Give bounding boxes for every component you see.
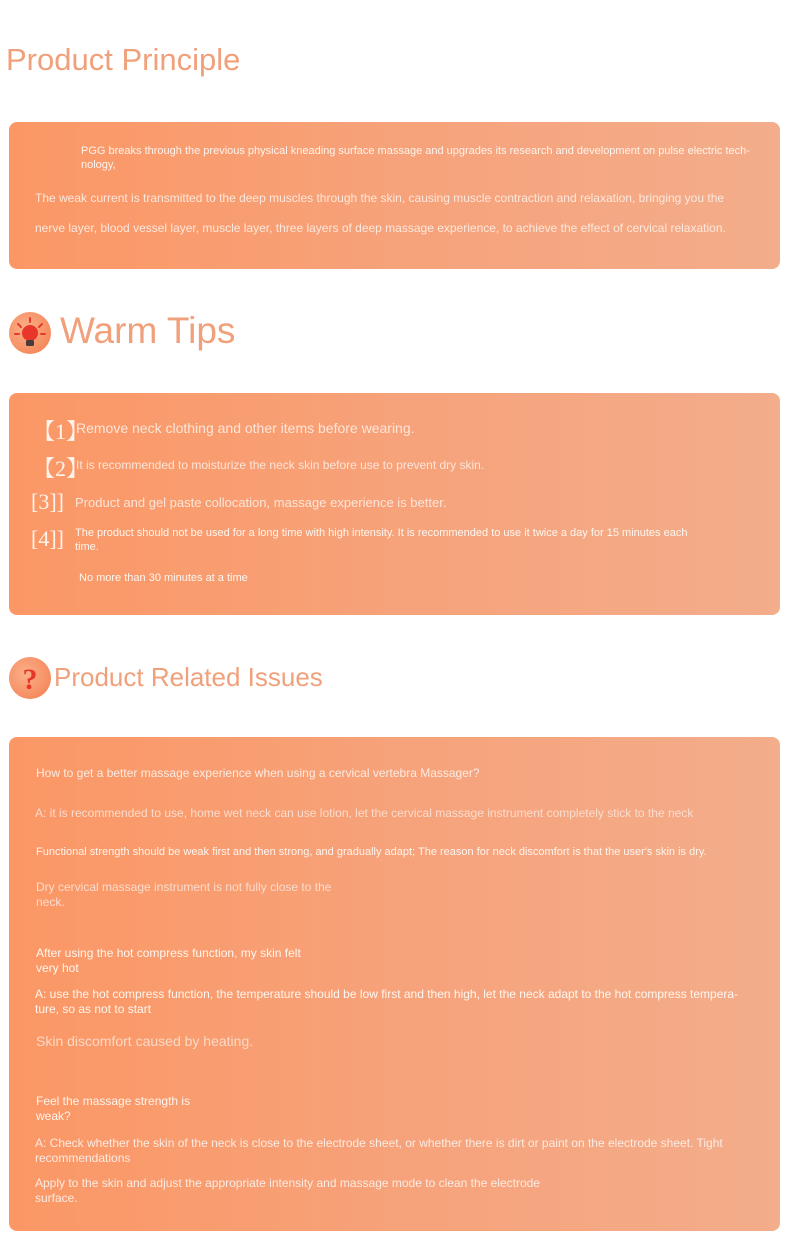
principle-line-3: nerve layer, blood vessel layer, muscle layer, three layers of deep massage experience, to achieve the effect of cervical relaxation. xyxy=(35,221,726,235)
issue-1-answer-b: Functional strength should be weak first and then strong, and gradually adapt; The reason for neck discomfort is that the user's skin is dry. xyxy=(36,846,707,858)
principle-card xyxy=(9,122,780,269)
principle-title: Product Principle xyxy=(6,42,241,77)
lightbulb-icon xyxy=(9,312,51,354)
issue-2-answer: A: use the hot compress function, the temperature should be low first and then high, let the neck adapt to the hot compress tempera-ture, so as not to start xyxy=(35,987,739,1016)
issue-1-question: How to get a better massage experience when using a cervical vertebra Massager? xyxy=(36,766,480,780)
issue-3-answer: A: Check whether the skin of the neck is close to the electrode sheet, or whether there is dirt or paint on the electrode sheet. Tight recommendations xyxy=(35,1136,723,1165)
issue-2-answer-b: Skin discomfort caused by heating. xyxy=(36,1033,254,1049)
tip-4-number: [4]] xyxy=(31,526,64,551)
tip-3-number: [3]] xyxy=(31,489,64,514)
principle-line-2: The weak current is transmitted to the deep muscles through the skin, causing muscle contraction and relaxation, bringing you the xyxy=(35,191,725,205)
tip-4-text: The product should not be used for a long time with high intensity. It is recommended to use it twice a day for 15 minutes each time. xyxy=(75,527,688,553)
principle-line-1: PGG breaks through the previous physical kneading surface massage and upgrades its research and development on pulse electric tech-nology, xyxy=(81,145,750,171)
tip-2-text: It is recommended to moisturize the neck skin before use to prevent dry skin. xyxy=(76,458,485,472)
tip-3-text: Product and gel paste collocation, massage experience is better. xyxy=(75,495,447,510)
issue-1-answer-c: Dry cervical massage instrument is not fully close to the neck. xyxy=(36,880,332,909)
svg-text:?: ? xyxy=(22,663,38,696)
tips-title: Warm Tips xyxy=(60,310,236,351)
tip-1-number: 【1】 xyxy=(33,419,89,444)
tip-1-text: Remove neck clothing and other items before wearing. xyxy=(76,420,415,436)
tips-card xyxy=(9,393,780,615)
issue-3-question: Feel the massage strength is weak? xyxy=(36,1094,191,1123)
issue-1-answer: A: it is recommended to use, home wet neck can use lotion, let the cervical massage instrument completely stick to the neck xyxy=(35,806,694,820)
issues-card xyxy=(9,737,780,1231)
issue-2-question: After using the hot compress function, my skin felt very hot xyxy=(36,946,301,975)
question-mark-icon xyxy=(9,657,51,699)
issues-title: Product Related Issues xyxy=(54,662,323,692)
tips-note: No more than 30 minutes at a time xyxy=(79,572,248,584)
issue-3-answer-b: Apply to the skin and adjust the appropriate intensity and massage mode to clean the electrode surface. xyxy=(35,1176,540,1205)
tip-2-number: 【2】 xyxy=(33,456,89,481)
